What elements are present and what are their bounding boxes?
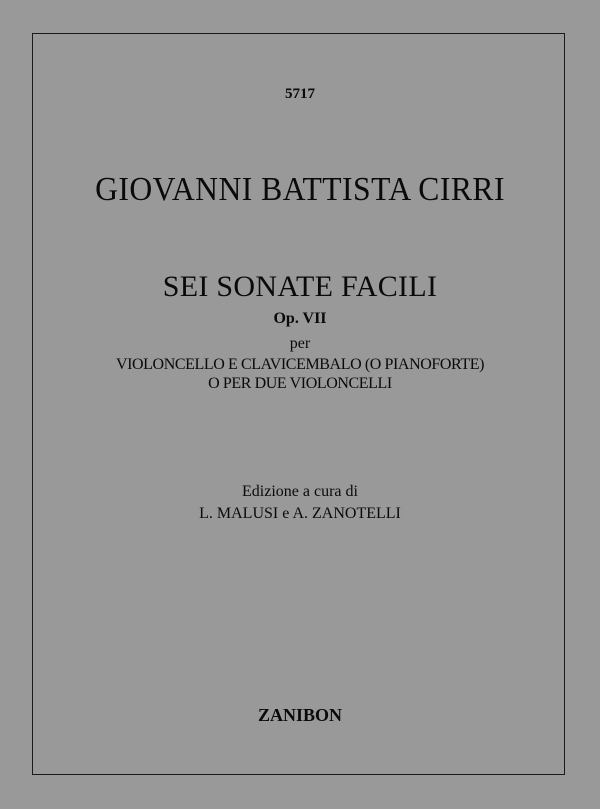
opus-number: Op. VII: [273, 310, 327, 327]
instrumentation-line-1: VIOLONCELLO E CLAVICEMBALO (O PIANOFORTE): [115, 356, 485, 373]
instrumentation-line-2: O PER DUE VIOLONCELLI: [208, 375, 392, 392]
cover-border-frame: [32, 33, 565, 775]
publisher-name: ZANIBON: [257, 705, 342, 725]
work-title: SEI SONATE FACILI: [162, 270, 438, 303]
editors-names: L. MALUSI e A. ZANOTELLI: [199, 505, 401, 522]
per-label: per: [289, 335, 311, 352]
catalog-number: 5717: [285, 86, 315, 102]
composer-name: GIOVANNI BATTISTA CIRRI: [95, 171, 505, 208]
edition-label: Edizione a cura di: [242, 483, 358, 500]
